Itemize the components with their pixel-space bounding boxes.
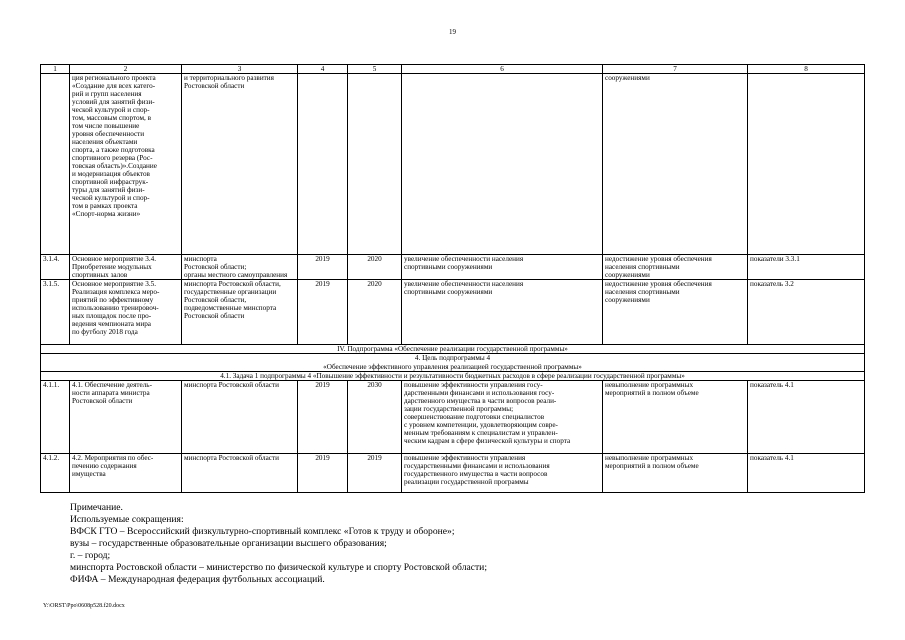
expected-result: повышение эффективности управления государственными финансами и использования государственного имущества в части вопросов реализации государственной программы — [402, 454, 603, 493]
abbreviation-line: минспорта Ростовской области – министерство по физической культуре и спорту Ростовской области; — [70, 562, 487, 573]
abbreviation-line: г. – город; — [70, 550, 111, 561]
section-row — [41, 345, 865, 354]
expected-result: повышение эффективности управления госу- дарственными финансами и использования госу- дарственного имущества в части вопросов реали- зации государственной программы; совершенствование подготовки специалистов с уровнем компетенции, удовлетворяющим совре- менным требованиям к специалистам и управлен- ческим кадрам в сфере физической культуры и спорта — [402, 381, 603, 454]
row-number — [41, 74, 70, 255]
start-year: 2019 — [298, 255, 348, 280]
col-header: 8 — [748, 65, 865, 74]
indicator-link — [748, 74, 865, 255]
measure-name: Основное мероприятие 3.4. Приобретение модульных спортивных залов — [70, 255, 182, 280]
abbreviation-line: ВФСК ГТО – Всероссийский физкультурно-спортивный комплекс «Готов к труду и обороне»; — [70, 526, 455, 537]
executor: минспорта Ростовской области — [182, 381, 298, 454]
consequences: недостижение уровня обеспечения населения спортивными сооружениями — [603, 255, 748, 280]
notes-title: Примечание. — [70, 502, 123, 513]
subprogram-title: IV. Подпрограмма «Обеспечение реализации государственной программы» — [41, 345, 865, 354]
col-header: 6 — [402, 65, 603, 74]
table-row — [41, 280, 865, 345]
executor: минспорта Ростовской области — [182, 454, 298, 493]
expected-result: увеличение обеспеченности населения спортивными сооружениями — [402, 255, 603, 280]
consequences: невыполнение программных мероприятий в полном объеме — [603, 454, 748, 493]
table-row — [41, 381, 865, 454]
notes-block — [70, 502, 487, 586]
start-year — [298, 74, 348, 255]
section-row — [41, 372, 865, 381]
consequences: сооружениями — [603, 74, 748, 255]
executor: и территориального развития Ростовской области — [182, 74, 298, 255]
measure-name: ция регионального проекта «Создание для всех катего- рий и групп населения условий для занятий физи- ческой культурой и спор- том, массовым спортом, в том числе повышение уровня обеспеченности населения объектами спорта, а также подготовка спортивного резерва (Рос- товская область)».Создание и модернизация объектов спортивной инфраструк- туры для занятий физи- ческой культурой и спор- том в рамках проекта «Спорт-норма жизни» — [70, 74, 182, 255]
measure-name: Основное мероприятие 3.5. Реализация комплекса меро- приятий по эффективному использованию трениро́воч- ных площадок после про- ведения чемпионата мира по футболу 2018 года — [70, 280, 182, 345]
end-year: 2019 — [348, 454, 402, 493]
consequences: невыполнение программных мероприятий в полном объеме — [603, 381, 748, 454]
measure-name: 4.2. Мероприятия по обес- печению содержания имущества — [70, 454, 182, 493]
col-header: 3 — [182, 65, 298, 74]
col-header: 7 — [603, 65, 748, 74]
page-number: 19 — [449, 28, 456, 36]
end-year: 2020 — [348, 280, 402, 345]
section-row — [41, 354, 865, 372]
col-header: 5 — [348, 65, 402, 74]
start-year: 2019 — [298, 454, 348, 493]
consequences: недостижение уровня обеспечения населения спортивными сооружениями — [603, 280, 748, 345]
table-row — [41, 255, 865, 280]
row-number: 3.1.5. — [41, 280, 70, 345]
goal-title: 4. Цель подпрограммы 4 «Обеспечение эффективного управления реализацией государственной программы» — [41, 354, 865, 372]
executor: минспорта Ростовской области, государственные организации Ростовской области, подведомственные минспорта Ростовской области — [182, 280, 298, 345]
abbreviation-line: вузы – государственные образовательные организации высшего образования; — [70, 538, 387, 549]
file-path-footer: Y:\ORST\Ppo\0608p528.f20.docx — [43, 603, 125, 609]
indicator-link: показатель 4.1 — [748, 454, 865, 493]
executor: минспорта Ростовской области; органы местного самоуправления — [182, 255, 298, 280]
table-row — [41, 454, 865, 493]
program-table — [40, 64, 865, 493]
row-number: 3.1.4. — [41, 255, 70, 280]
col-header: 4 — [298, 65, 348, 74]
indicator-link: показатель 4.1 — [748, 381, 865, 454]
col-header: 2 — [70, 65, 182, 74]
abbreviations-title: Используемые сокращения: — [70, 514, 184, 525]
task-title: 4.1. Задача 1 подпрограммы 4 «Повышение эффективности и результативности бюджетных расходов в сфере реализации государственной программы» — [41, 372, 865, 381]
row-number: 4.1.1. — [41, 381, 70, 454]
row-number: 4.1.2. — [41, 454, 70, 493]
expected-result — [402, 74, 603, 255]
end-year: 2020 — [348, 255, 402, 280]
end-year: 2030 — [348, 381, 402, 454]
end-year — [348, 74, 402, 255]
abbreviation-line: ФИФА – Международная федерация футбольных ассоциаций. — [70, 574, 325, 585]
col-header: 1 — [41, 65, 70, 74]
start-year: 2019 — [298, 381, 348, 454]
indicator-link: показатель 3.2 — [748, 280, 865, 345]
start-year: 2019 — [298, 280, 348, 345]
indicator-link: показатели 3.3.1 — [748, 255, 865, 280]
expected-result: увеличение обеспеченности населения спортивными сооружениями — [402, 280, 603, 345]
measure-name: 4.1. Обеспечение деятель- ности аппарата министра Ростовской области — [70, 381, 182, 454]
header-row — [41, 65, 865, 74]
table-row — [41, 74, 865, 255]
